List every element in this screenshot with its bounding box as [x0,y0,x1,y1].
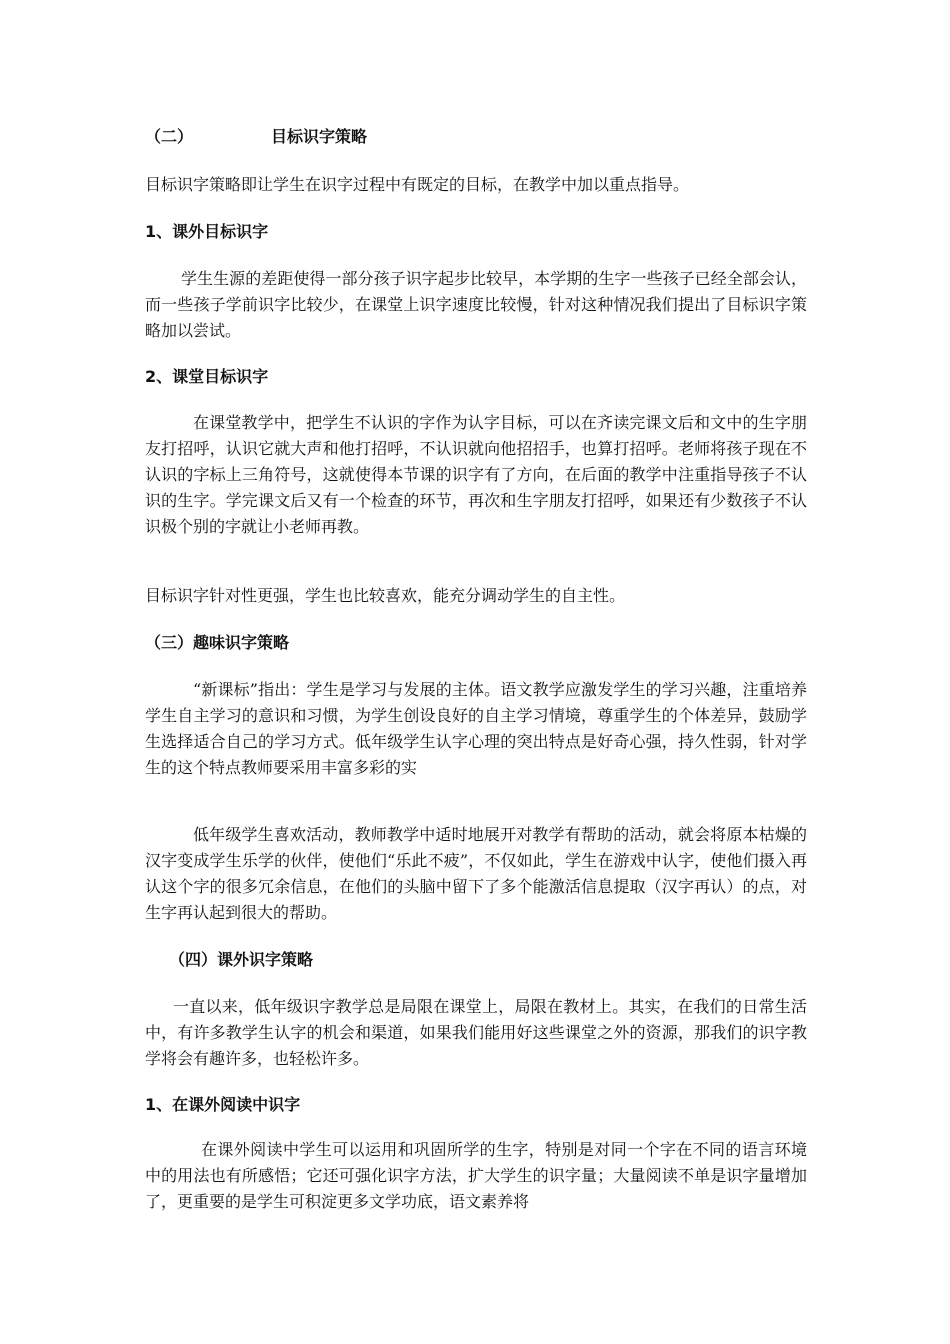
paragraph-si-1: 在课外阅读中学生可以运用和巩固所学的生字，特别是对同一个字在不同的语言环境中的用法也有所感悟；它还可强化识字方法，扩大学生的识字量；大量阅读不单是识字量增加了，更重要的是学生可积淀更多文学功底，语文素养将 [145,1140,807,1211]
section-heading-si: （四）课外识字策略 [169,950,314,969]
section-title: 目标识字策略 [271,127,368,146]
section-heading-er [145,127,807,147]
paragraph-si: 一直以来，低年级识字教学总是局限在课堂上，局限在教材上。其实，在我们的日常生活中，有许多教学生认字的机会和渠道，如果我们能用好这些课堂之外的资源，那我们的识字教学将会有趣许多，也轻松许多。 [145,997,807,1068]
section-number: （二） [145,127,194,146]
paragraph-2b: 目标识字针对性更强，学生也比较喜欢，能充分调动学生的自主性。 [145,586,626,605]
paragraph-er-intro: 目标识字策略即让学生在识字过程中有既定的目标，在教学中加以重点指导。 [145,175,690,194]
paragraph-1: 学生生源的差距使得一部分孩子识字起步比较早，本学期的生字一些孩子已经全部会认，而一些孩子学前识字比较少，在课堂上识字速度比较慢，针对这种情况我们提出了目标识字策略加以尝试。 [145,269,807,340]
section-heading-san: （三）趣味识字策略 [145,633,290,652]
subheading-1: 1、课外目标识字 [145,222,269,241]
subheading-2: 2、课堂目标识字 [145,367,269,386]
paragraph-san-1: “新课标”指出：学生是学习与发展的主体。语文教学应激发学生的学习兴趣，注重培养学生自主学习的意识和习惯，为学生创设良好的自主学习情境，尊重学生的个体差异，鼓励学生选择适合自己的学习方式。低年级学生认字心理的突出特点是好奇心强，持久性弱，针对学生的这个特点教师要采用丰富多彩的实 [145,680,807,777]
subheading-si-1: 1、在课外阅读中识字 [145,1095,301,1114]
paragraph-2: 在课堂教学中，把学生不认识的字作为认字目标，可以在齐读完课文后和文中的生字朋友打招呼，认识它就大声和他打招呼，不认识就向他招招手，也算打招呼。老师将孩子现在不认识的字标上三角符号，这就使得本节课的识字有了方向，在后面的教学中注重指导孩子不认识的生字。学完课文后又有一个检查的环节，再次和生字朋友打招呼，如果还有少数孩子不认识极个别的字就让小老师再教。 [145,413,807,536]
paragraph-san-2: 低年级学生喜欢活动，教师教学中适时地展开对教学有帮助的活动，就会将原本枯燥的汉字变成学生乐学的伙伴，使他们“乐此不疲”，不仅如此，学生在游戏中认字，使他们摄入再认这个字的很多冗余信息，在他们的头脑中留下了多个能激活信息提取（汉字再认）的点，对生字再认起到很大的帮助。 [145,825,807,922]
